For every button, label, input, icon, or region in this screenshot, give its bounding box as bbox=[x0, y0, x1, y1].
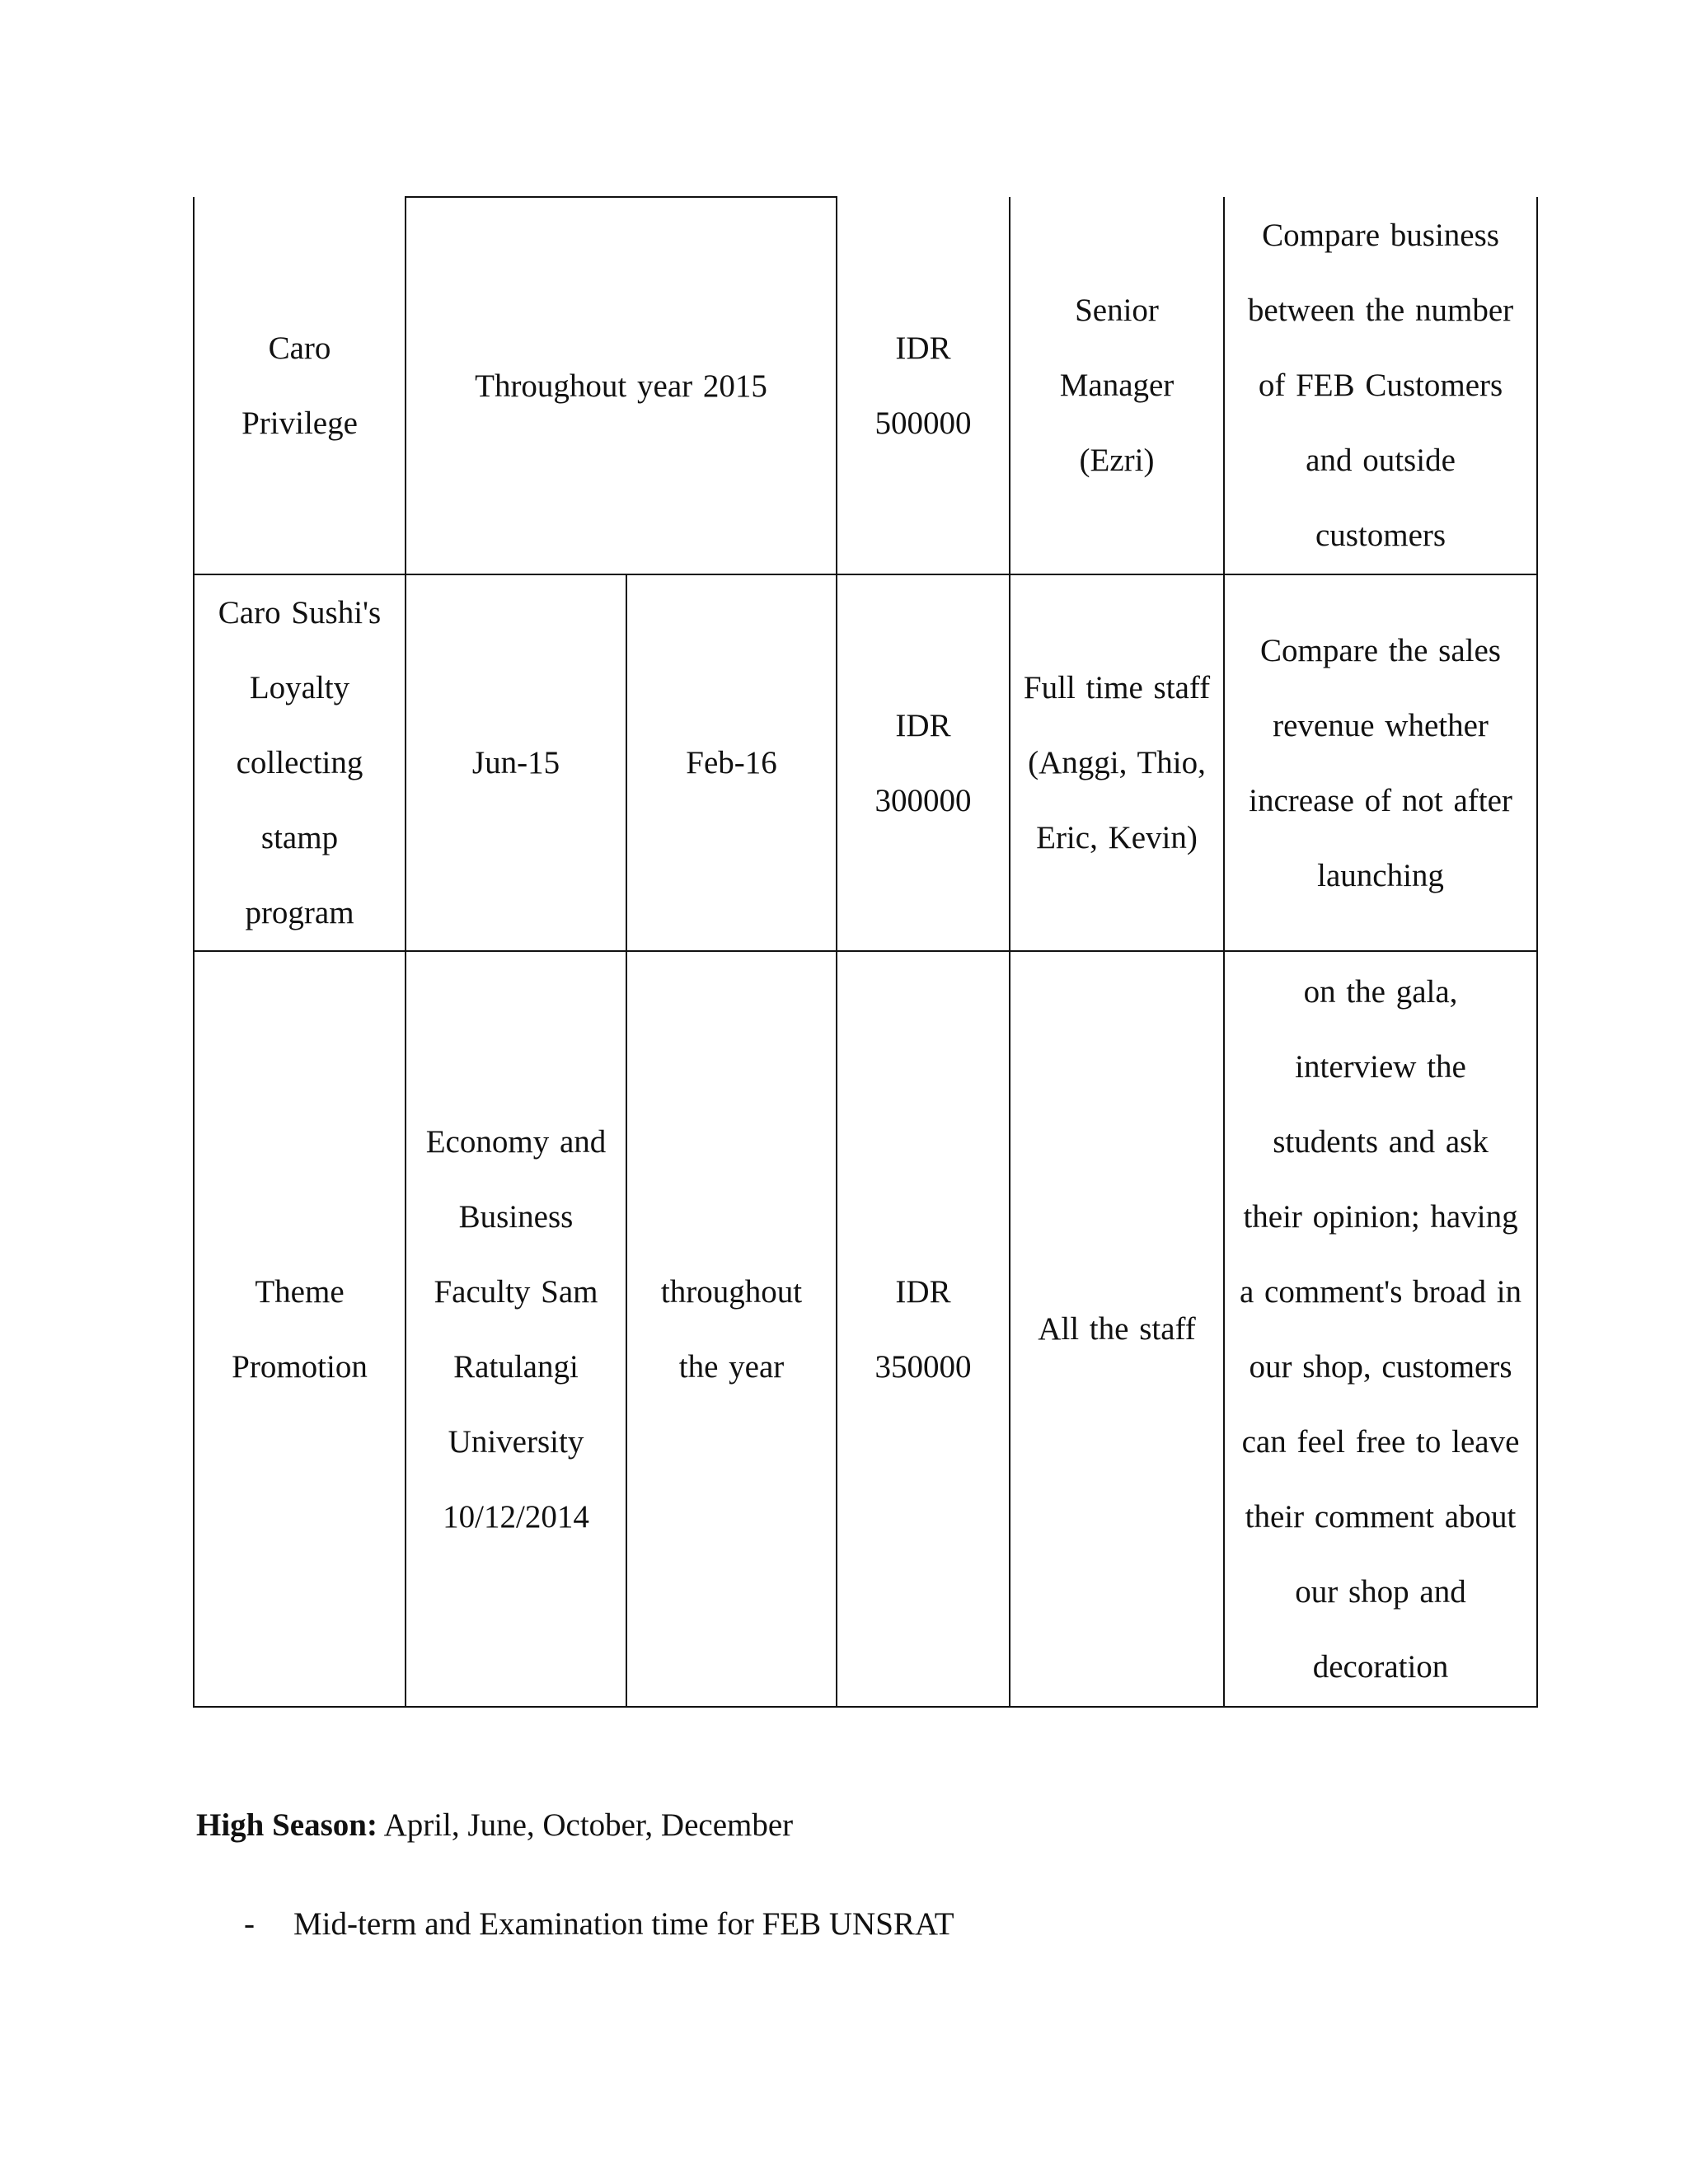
cell-line: 300000 bbox=[874, 782, 972, 818]
cell-line: on the gala, bbox=[1303, 973, 1458, 1010]
cell-line: Manager bbox=[1059, 368, 1175, 403]
cell-line: Jun-15 bbox=[471, 745, 560, 780]
cell-line: Full time staff bbox=[1023, 670, 1211, 705]
cell-line: customers bbox=[1315, 518, 1447, 553]
cell-line: of FEB Customers bbox=[1258, 368, 1503, 403]
person-in-charge-cell bbox=[1010, 574, 1224, 951]
cell-line: our shop, customers bbox=[1249, 1348, 1512, 1385]
cell-line: Business bbox=[458, 1198, 574, 1235]
cell-line: Theme bbox=[255, 1273, 345, 1310]
start-cell bbox=[406, 574, 626, 951]
cell-line: Feb-16 bbox=[686, 745, 777, 780]
promotion-plan-table bbox=[193, 196, 1538, 1708]
evaluation-cell bbox=[1224, 574, 1537, 951]
cell-line: Faculty Sam bbox=[434, 1273, 598, 1310]
cell-line: All the staff bbox=[1038, 1311, 1196, 1347]
cell-line: IDR bbox=[895, 1273, 951, 1310]
cell-line: Promotion bbox=[232, 1348, 368, 1385]
cell-line: and outside bbox=[1306, 443, 1456, 478]
cell-line: stamp bbox=[260, 820, 339, 855]
cell-line: decoration bbox=[1312, 1648, 1449, 1685]
cell-line: between the number bbox=[1247, 293, 1514, 328]
table-row bbox=[194, 574, 1537, 951]
cell-line: program bbox=[245, 895, 354, 930]
cell-line: Economy and bbox=[425, 1123, 607, 1160]
end-cell bbox=[626, 574, 837, 951]
cell-line: 10/12/2014 bbox=[443, 1498, 589, 1535]
budget-cell bbox=[837, 574, 1010, 951]
table-row bbox=[194, 197, 1537, 574]
cell-line: 350000 bbox=[874, 1348, 972, 1385]
cell-line: Eric, Kevin) bbox=[1036, 820, 1198, 855]
start-cell bbox=[406, 951, 626, 1707]
cell-line: their comment about bbox=[1245, 1498, 1517, 1535]
cell-line: (Ezri) bbox=[1079, 443, 1155, 478]
time-cell bbox=[406, 197, 837, 574]
cell-line: their opinion; having bbox=[1243, 1198, 1518, 1235]
budget-cell bbox=[837, 197, 1010, 574]
cell-line: Caro bbox=[268, 330, 331, 366]
high-season-months: April, June, October, December bbox=[377, 1807, 794, 1843]
evaluation-cell bbox=[1224, 197, 1537, 574]
cell-line: Senior bbox=[1075, 293, 1159, 328]
cell-line: students and ask bbox=[1273, 1123, 1489, 1160]
bullet-text: Mid-term and Examination time for FEB UNSRAT bbox=[293, 1906, 954, 1942]
cell-line: increase of not after bbox=[1249, 782, 1512, 818]
program-cell bbox=[194, 197, 406, 574]
cell-line: Privilege bbox=[241, 405, 358, 441]
evaluation-cell bbox=[1224, 951, 1537, 1707]
cell-line: launching bbox=[1317, 857, 1444, 893]
cell-line: collecting bbox=[236, 745, 363, 780]
cell-line: throughout bbox=[660, 1273, 803, 1310]
cell-line: Compare business bbox=[1262, 218, 1499, 253]
bullet-item bbox=[244, 1900, 954, 1949]
program-cell bbox=[194, 951, 406, 1707]
cell-line: 500000 bbox=[874, 405, 972, 441]
cell-line: a comment's broad in bbox=[1240, 1273, 1522, 1310]
cell-line: our shop and bbox=[1295, 1573, 1466, 1610]
cell-line: University bbox=[448, 1423, 584, 1460]
bullet-dash: - bbox=[244, 1906, 255, 1942]
person-in-charge-cell bbox=[1010, 197, 1224, 574]
cell-line: the year bbox=[678, 1348, 785, 1385]
end-cell bbox=[626, 951, 837, 1707]
table-row bbox=[194, 951, 1537, 1707]
cell-line: Throughout year 2015 bbox=[475, 368, 767, 404]
cell-line: IDR bbox=[895, 707, 951, 743]
cell-line: Ratulangi bbox=[453, 1348, 579, 1385]
high-season-label: High Season: bbox=[196, 1807, 377, 1843]
cell-line: Compare the sales bbox=[1260, 632, 1501, 668]
program-cell bbox=[194, 574, 406, 951]
high-season-paragraph bbox=[196, 1801, 793, 1850]
cell-line: Loyalty bbox=[249, 670, 350, 705]
cell-line: Caro Sushi's bbox=[218, 595, 382, 630]
cell-line: IDR bbox=[895, 330, 951, 366]
cell-line: interview the bbox=[1295, 1048, 1466, 1085]
person-in-charge-cell bbox=[1010, 951, 1224, 1707]
cell-line: can feel free to leave bbox=[1241, 1423, 1520, 1460]
cell-line: revenue whether bbox=[1273, 707, 1489, 743]
budget-cell bbox=[837, 951, 1010, 1707]
cell-line: (Anggi, Thio, bbox=[1028, 745, 1206, 780]
